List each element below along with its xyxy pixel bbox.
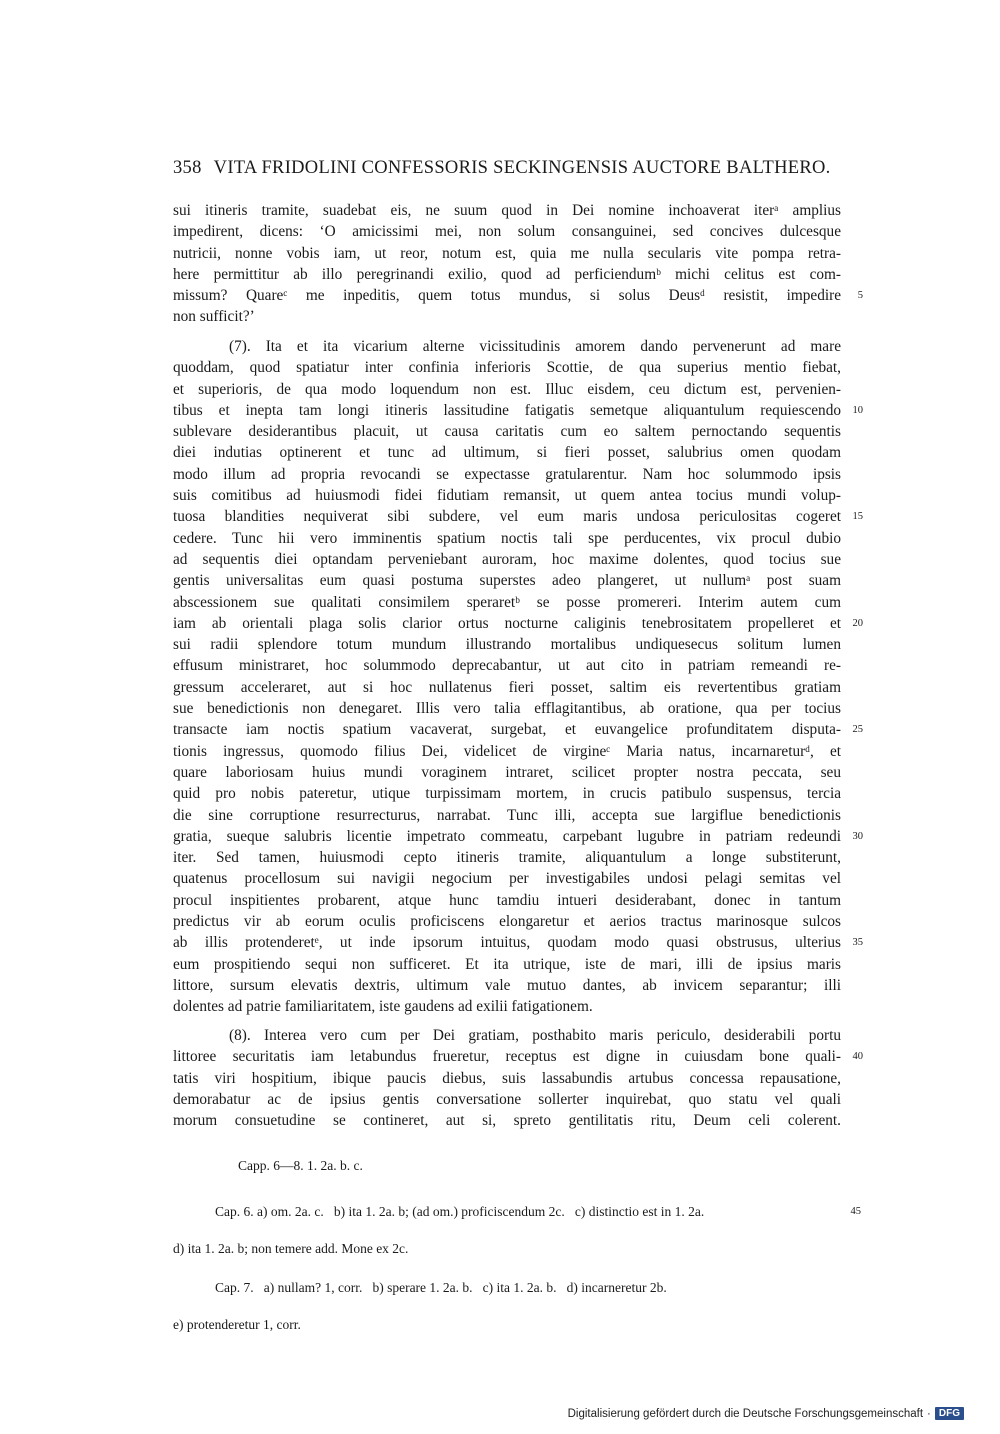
text-line xyxy=(173,464,841,485)
line-number: 10 xyxy=(852,404,863,416)
line-text: quid pro nobis pateretur, utique turpissimam mortem, in crucis patibulo suspensus, tercia xyxy=(173,785,841,803)
text-line xyxy=(173,1025,841,1046)
text-line xyxy=(173,868,841,889)
text-line xyxy=(173,400,863,421)
text-line xyxy=(173,677,841,698)
line-number: 20 xyxy=(852,617,863,629)
text-line xyxy=(173,954,841,975)
line-text: nutricii, nonne vobis iam, ut reor, notum est, quia me nulla secularis vite pompa retra- xyxy=(173,244,841,262)
text-line xyxy=(173,285,863,306)
footnote xyxy=(173,1202,861,1221)
text-line xyxy=(173,613,863,634)
text-line xyxy=(173,528,841,549)
text-line xyxy=(173,1068,841,1089)
line-text: dolentes ad patrie familiaritatem, iste gaudens ad exilii fatigationem. xyxy=(173,998,593,1016)
line-text: abscessionem sue qualitati consimilem speraretᵇ se posse promereri. Interim autem cum xyxy=(173,593,841,611)
running-header xyxy=(173,158,843,179)
text-line xyxy=(173,357,841,378)
text-line xyxy=(173,549,841,570)
running-title: VITA FRIDOLINI CONFESSORIS SECKINGENSIS AUCTORE BALTHERO. xyxy=(213,158,831,178)
footnote xyxy=(173,1278,841,1297)
text-line xyxy=(173,485,841,506)
text-line xyxy=(173,200,841,221)
text-line xyxy=(173,655,841,676)
line-text: modo illum ad propria revocandi se expectasse gratularentur. Nam hoc solummodo ipsis xyxy=(173,465,841,483)
text-line xyxy=(173,1089,841,1110)
text-line xyxy=(173,336,841,357)
footnote-text: Cap. 7. a) nullam? 1, corr. b) sperare 1. 2a. b. c) ita 1. 2a. b. d) incarneretur 2b. xyxy=(215,1280,667,1295)
text-line xyxy=(173,762,841,783)
line-text: demorabatur ac de ipsius gentis conversatione sollerter inquirebat, quo statu vel quali xyxy=(173,1090,841,1108)
line-number: 35 xyxy=(852,937,863,949)
line-text: suis comitibus ad huiusmodi fidei fidutiam remansit, ut quem antea tocius mundi volup- xyxy=(173,487,841,505)
dfg-logo-icon: DFG xyxy=(935,1407,964,1420)
footnote-text: Capp. 6—8. 1. 2a. b. c. xyxy=(238,1158,363,1173)
line-text: ad sequentis diei optandam perveniebant auroram, hoc maxime dolentes, quod tocius sue xyxy=(173,550,841,568)
footnote xyxy=(173,1315,841,1334)
line-text: die sine corruptione resurrecturus, narrabat. Tunc illi, accepta sue largiflue benedictionis xyxy=(173,806,841,824)
line-text: impedirent, dicens: ‘O amicissimi mei, non solum consanguinei, sed concives dulcesque xyxy=(173,223,841,241)
line-text: quatenus procellosum sui navigii negocium per investigabiles undosi pelagi semitas vel xyxy=(173,870,841,888)
line-text: sui radii splendore totum mundum illustrando mortalibus undiquesecus solitum lumen xyxy=(173,636,841,654)
text-line xyxy=(173,890,841,911)
text-line xyxy=(173,1110,841,1131)
digitization-credit: Digitalisierung gefördert durch die Deutsche Forschungsgemeinschaft · DFG xyxy=(568,1407,964,1420)
line-text: iter. Sed tamen, huiusmodi cepto itineris tramite, aliquantulum a longe substiterunt, xyxy=(173,849,841,867)
paragraph xyxy=(173,1025,863,1131)
text-line xyxy=(173,719,863,740)
text-line xyxy=(173,805,841,826)
line-text: gratia, sueque salubris licentie impetrato commeatu, carpebant lugubre in patriam redeundi xyxy=(173,827,841,845)
text-line xyxy=(173,698,841,719)
line-text: ab illis protenderetᵉ, ut inde ipsorum intuitus, quodam modo quasi obstrusus, ulterius xyxy=(173,934,841,952)
text-line xyxy=(173,996,841,1017)
page-number: 358 xyxy=(173,158,202,178)
line-text: quoddam, quod spatiatur inter confinia inferioris Scottie, de qua superius mentio fiebat, xyxy=(173,359,841,377)
line-number: 5 xyxy=(857,290,863,302)
text-line xyxy=(173,243,841,264)
text-line xyxy=(173,442,841,463)
footnote xyxy=(173,1239,841,1258)
line-text: transacte iam noctis spatium vacaverat, surgebat, et euvangelice profunditatem disputa- xyxy=(173,721,841,739)
line-text: diei indutias optinerent et tunc ad ultimum, si fieri posset, salubrius omen quodam xyxy=(173,444,841,462)
footnote xyxy=(173,1156,841,1175)
line-text: cedere. Tunc hii vero imminentis spatium noctis tali spe perducentes, vix procul dubio xyxy=(173,529,841,547)
line-text: littore, sursum elevatis dextris, ultimum vale mutuo dantes, ab invicem separantur; illi xyxy=(173,976,841,994)
line-text: (7). Ita et ita vicarium alterne vicissitudinis amorem dando pervenerunt ad mare xyxy=(229,338,841,355)
line-text: sublevare desiderantibus placuit, ut causa caritatis cum eo saltem pernoctando sequentis xyxy=(173,423,841,441)
text-line xyxy=(173,1046,863,1067)
line-text: littoree securitatis iam letabundus frueretur, receptus est digne in cuiusdam bone quali- xyxy=(173,1048,841,1066)
footnote-text: d) ita 1. 2a. b; non temere add. Mone ex 2c. xyxy=(173,1241,409,1256)
line-text: predictus vir ab eorum oculis proficiscens elongaretur et aerios tractus marinosque sulcos xyxy=(173,913,841,931)
line-text: (8). Interea vero cum per Dei gratiam, posthabito maris periculo, desiderabili portu xyxy=(229,1027,841,1044)
text-line xyxy=(173,506,863,527)
line-text: non sufficit?’ xyxy=(173,308,255,326)
line-text: tatis viri hospitium, ibique paucis diebus, suis lassabundis artubus concessa repausatione, xyxy=(173,1069,841,1087)
text-line xyxy=(173,421,841,442)
line-text: effusum ministraret, hoc solummodo deprecabantur, ut aut cito in patriam remeandi re- xyxy=(173,657,841,675)
footnote-text: e) protenderetur 1, corr. xyxy=(173,1317,301,1332)
text-line xyxy=(173,826,863,847)
line-text: gentis universalitas eum quasi postuma superstes adeo plangeret, ut nullumᵃ post suam xyxy=(173,572,841,590)
paragraph xyxy=(173,200,863,328)
text-line xyxy=(173,592,841,613)
line-text: missum? Quareᶜ me inpeditis, quem totus mundus, si solus Deusᵈ resistit, impedire xyxy=(173,287,841,305)
line-text: sue benedictionis non denegaret. Illis vero talia efflagitantibus, ab oratione, qua per tocius xyxy=(173,700,841,718)
line-number: 25 xyxy=(852,724,863,736)
text-line xyxy=(173,911,841,932)
line-text: et superioris, de qua modo loquendum non est. Illuc eisdem, ceu dictum est, pervenien- xyxy=(173,380,841,398)
line-number: 30 xyxy=(852,830,863,842)
line-text: tuosa blandities nequiverat sibi subdere, vel eum maris undosa periculositas cogeret xyxy=(173,508,841,526)
text-line xyxy=(173,306,841,327)
footnote-text: Cap. 6. a) om. 2a. c. b) ita 1. 2a. b; (ad om.) proficiscendum 2c. c) distinctio est in 1. 2a. xyxy=(215,1204,705,1219)
text-line xyxy=(173,379,841,400)
line-number: 15 xyxy=(852,511,863,523)
text-line xyxy=(173,783,841,804)
line-text: here permittitur ab illo peregrinandi exilio, quod ad perficiendumᵇ michi celitus est com- xyxy=(173,265,841,283)
text-line xyxy=(173,975,841,996)
paragraph xyxy=(173,336,863,1018)
line-text: iam ab orientali plaga solis clarior ortus nocturne caliginis tenebrositatem propelleret et xyxy=(173,614,841,632)
credit-text: Digitalisierung gefördert durch die Deutsche Forschungsgemeinschaft xyxy=(567,1407,924,1420)
text-line xyxy=(173,221,841,242)
text-line xyxy=(173,264,841,285)
text-line xyxy=(173,634,841,655)
line-text: gressum acceleraret, aut si hoc nullatenus fieri posset, saltim eis revertentibus gratiam xyxy=(173,678,841,696)
line-number: 45 xyxy=(850,1206,861,1217)
line-text: tionis ingressus, quomodo filius Dei, videlicet de virgineᶜ Maria natus, incarnareturᵈ, et xyxy=(173,742,841,760)
text-line xyxy=(173,847,841,868)
line-text: sui itineris tramite, suadebat eis, ne suum quod in Dei nomine inchoaverat iterᵃ amplius xyxy=(173,202,841,219)
line-text: procul inspitientes probarent, atque hunc tamdiu intueri desiderabant, donec in tantum xyxy=(173,891,841,909)
text-line xyxy=(173,932,863,953)
line-text: morum consuetudine se contineret, aut si, spreto gentilitatis ritu, Deum celi colerent. xyxy=(173,1112,841,1130)
line-text: tibus et inepta tam longi itineris lassitudine fatigatis semetque aliquantulum requiescendo xyxy=(173,401,841,419)
line-text: eum prospitiendo sequi non sufficeret. Et ita utrique, iste de mari, illi de ipsius maris xyxy=(173,955,841,973)
line-text: quare laboriosam huius mundi voraginem intraret, scilicet propter nostra peccata, seu xyxy=(173,763,841,781)
text-line xyxy=(173,570,841,591)
line-number: 40 xyxy=(852,1051,863,1063)
text-line xyxy=(173,741,841,762)
